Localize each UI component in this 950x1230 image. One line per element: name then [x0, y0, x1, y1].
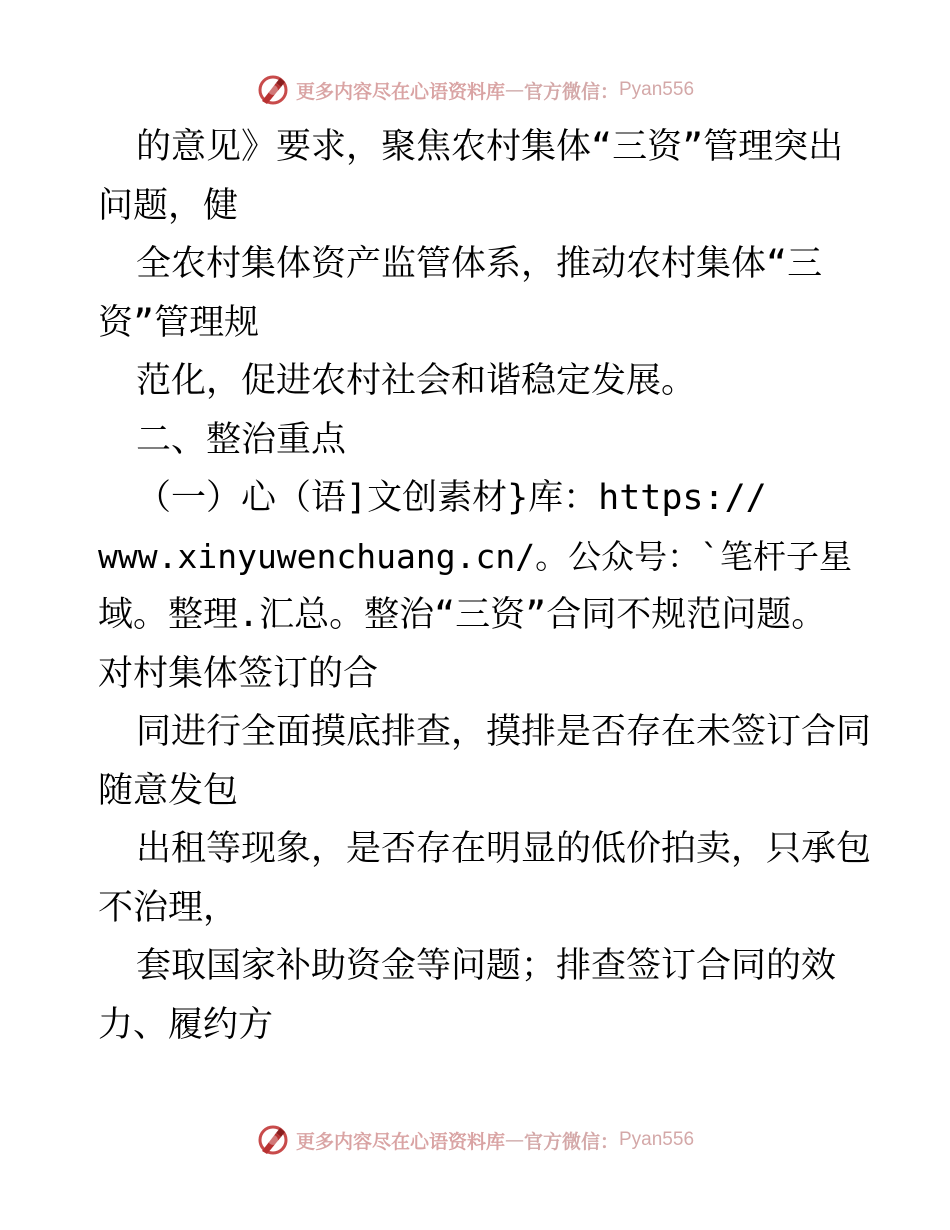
pen-logo-icon: [256, 1123, 290, 1157]
body-text: [98, 118, 872, 1054]
text-line: 全农村集体资产监管体系，推动农村集体“三: [136, 244, 823, 284]
section-heading: 二、整治重点: [136, 419, 347, 460]
text-line: 问题，健: [98, 185, 239, 226]
watermark-separator: —: [504, 79, 524, 101]
text-line: 范化，促进农村社会和谐稳定发展。: [136, 361, 697, 401]
text-line: 出租等现象，是否存在明显的低价拍卖，只承包: [136, 829, 872, 869]
text-line-url: www.xinyuwenchuang.cn/。公众号：`笔杆子星: [98, 536, 852, 576]
footer-watermark: [0, 1120, 950, 1160]
watermark-wechat-id: Pyan556: [619, 79, 695, 100]
watermark-wechat-id: Pyan556: [619, 1129, 695, 1150]
watermark-site-text: 更多内容尽在心语资料库: [295, 1130, 505, 1153]
text-line: 力、履约方: [98, 1004, 274, 1045]
header-watermark: [0, 70, 950, 110]
text-line: 套取国家补助资金等问题；排查签订合同的效: [136, 946, 837, 986]
text-line: 对村集体签订的合: [98, 653, 379, 694]
text-line: 资”管理规: [98, 302, 260, 343]
watermark-wechat-label: 官方微信：: [523, 80, 619, 103]
text-line: 的意见》要求，聚焦农村集体“三资”管理突出: [136, 127, 844, 167]
pen-logo-icon: [256, 73, 290, 107]
text-line: 域。整理.汇总。整治“三资”合同不规范问题。: [98, 595, 827, 635]
watermark-wechat-label: 官方微信：: [523, 1130, 619, 1153]
subsection-heading: （一）心（语]文创素材}库：https://: [136, 478, 767, 518]
watermark-site-text: 更多内容尽在心语资料库: [295, 80, 505, 103]
text-line: 同进行全面摸底排查，摸排是否存在未签订合同: [136, 712, 872, 752]
watermark-separator: —: [504, 1129, 524, 1151]
text-line: 随意发包: [98, 770, 239, 811]
text-line: 不治理，: [98, 887, 239, 928]
